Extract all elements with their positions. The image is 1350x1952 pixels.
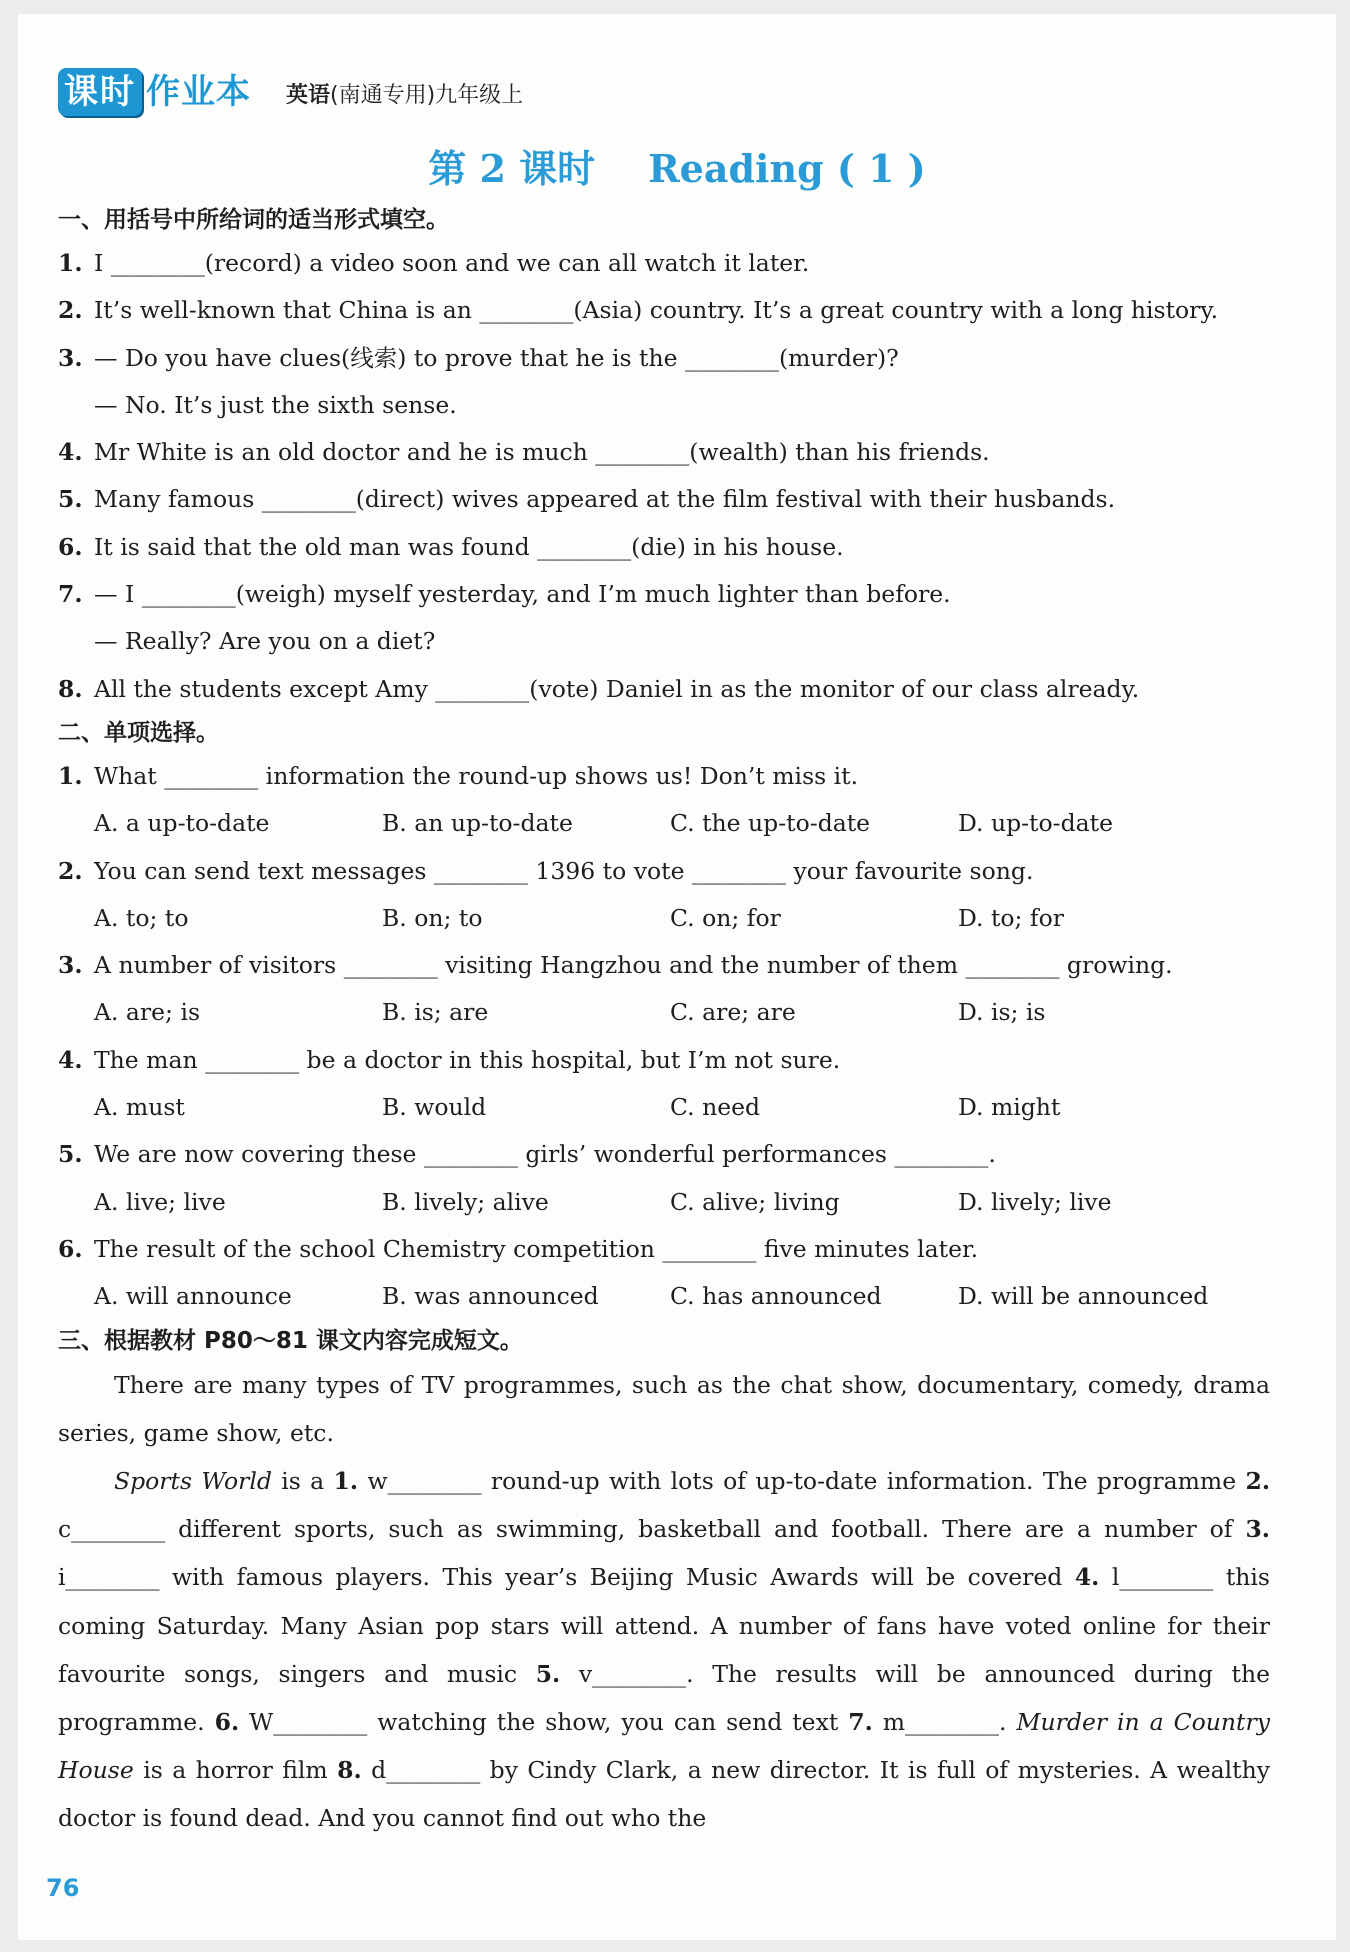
section2-title: 二、单项选择。 — [58, 719, 219, 746]
question-number: 6. — [58, 1234, 83, 1263]
item-number: 6. — [58, 532, 83, 561]
lesson-title: 第 2 课时 Reading ( 1 ) — [428, 146, 926, 191]
workbook-page — [18, 14, 1336, 1940]
section2-questions — [58, 753, 1270, 1321]
passage-text: d________ by Cindy Clark, a new director. It is full of mysteries. A wealthy doctor is found dead. And you cannot find out who the — [58, 1756, 1270, 1833]
option-d: D. is; is — [958, 998, 1046, 1027]
option-d: D. up-to-date — [958, 809, 1113, 838]
passage-paragraph-2 — [58, 1457, 1270, 1843]
item-text: Many famous ________(direct) wives appeared at the film festival with their husbands. — [94, 485, 1116, 514]
item-text: I ________(record) a video soon and we can all watch it later. — [94, 249, 810, 277]
mcq-options — [58, 1273, 1270, 1320]
subject-detail: (南通专用)九年级上 — [330, 83, 524, 108]
option-d: D. will be announced — [958, 1282, 1209, 1311]
passage-text: w________ round-up with lots of up-to-date information. The programme — [358, 1466, 1246, 1495]
blank-number: 6. — [214, 1707, 240, 1736]
passage-text: W________ watching the show, you can send text — [239, 1707, 849, 1736]
question-number: 4. — [58, 1045, 83, 1074]
fill-blank-item — [58, 382, 1270, 429]
item-number: 4. — [58, 438, 83, 467]
fill-blank-item — [58, 240, 1270, 287]
item-text: It’s well-known that China is an ________(Asia) country. It’s a great country with a long history. — [94, 296, 1219, 325]
option-c: C. on; for — [670, 903, 781, 932]
option-c: C. alive; living — [670, 1187, 840, 1216]
passage-paragraph-1: There are many types of TV programmes, such as the chat show, documentary, comedy, drama series, game show, etc. — [58, 1370, 1270, 1447]
section1-items — [58, 240, 1270, 713]
item-number: 3. — [58, 343, 83, 372]
option-d: D. might — [958, 1093, 1061, 1122]
subject-name: 英语 — [286, 83, 331, 108]
mcq-options — [58, 989, 1270, 1036]
mcq-options — [58, 1084, 1270, 1131]
question-stem: What ________ information the round-up shows us! Don’t miss it. — [94, 761, 859, 790]
fill-blank-item — [58, 618, 1270, 665]
option-b: B. on; to — [382, 903, 483, 932]
exercise-content — [58, 200, 1270, 1843]
page-number: 76 — [46, 1874, 80, 1902]
option-a: A. live; live — [94, 1187, 226, 1216]
option-a: A. are; is — [94, 998, 201, 1027]
option-b: B. is; are — [382, 998, 489, 1027]
fill-blank-item — [58, 571, 1270, 618]
blank-number: 3. — [1245, 1515, 1270, 1544]
mcq-question — [58, 753, 1270, 800]
blank-number: 5. — [535, 1659, 561, 1688]
brand-logo — [58, 68, 270, 116]
option-a: A. will announce — [94, 1282, 292, 1311]
passage-text: v________. The results will be announced during the programme. — [58, 1659, 1271, 1736]
blank-number: 7. — [848, 1707, 873, 1736]
item-text: It is said that the old man was found ________(die) in his house. — [94, 532, 844, 561]
option-c: C. the up-to-date — [670, 809, 871, 838]
passage-text: c________ different sports, such as swimming, basketball and football. There are a number of — [58, 1515, 1246, 1544]
passage-text: m________. — [872, 1707, 1017, 1736]
item-text: — No. It’s just the sixth sense. — [94, 390, 457, 419]
mcq-options — [58, 895, 1270, 942]
item-number: 7. — [58, 580, 83, 609]
option-d: D. lively; live — [958, 1187, 1112, 1216]
brand-logo-part1: 课时 — [58, 68, 142, 116]
fill-blank-item — [58, 666, 1270, 713]
item-number: 1. — [58, 249, 83, 277]
option-b: B. lively; alive — [382, 1187, 549, 1216]
item-number: 8. — [58, 674, 83, 703]
option-c: C. are; are — [670, 998, 796, 1027]
question-stem: The man ________ be a doctor in this hospital, but I’m not sure. — [94, 1045, 841, 1074]
section1-title: 一、用括号中所给词的适当形式填空。 — [58, 207, 449, 233]
question-number: 2. — [58, 856, 83, 885]
passage-title-sports-world: Sports World — [114, 1466, 272, 1495]
option-c: C. has announced — [670, 1282, 882, 1311]
blank-number: 1. — [333, 1466, 359, 1495]
mcq-question — [58, 1131, 1270, 1178]
passage-text: i________ with famous players. This year’s Beijing Music Awards will be covered — [58, 1563, 1075, 1592]
item-text: — Do you have clues(线索) to prove that he is the ________(murder)? — [94, 343, 899, 372]
item-text: All the students except Amy ________(vote) Daniel in as the monitor of our class already. — [94, 674, 1140, 703]
fill-blank-item — [58, 476, 1270, 523]
question-number: 3. — [58, 951, 83, 980]
item-number: 5. — [58, 485, 83, 514]
section3-title: 三、根据教材 P80～81 课文内容完成短文。 — [58, 1327, 523, 1354]
option-b: B. would — [382, 1093, 487, 1122]
mcq-question — [58, 1226, 1270, 1273]
option-a: A. to; to — [94, 903, 189, 932]
passage-text: is a — [271, 1466, 334, 1495]
passage-text: l________ this coming Saturday. Many Asian pop stars will attend. A number of fans have voted online for their favourite songs, singers and music — [58, 1563, 1270, 1688]
option-b: B. an up-to-date — [382, 809, 573, 838]
item-number: 2. — [58, 296, 83, 325]
option-b: B. was announced — [382, 1282, 599, 1311]
question-number: 1. — [58, 761, 83, 790]
question-number: 5. — [58, 1140, 83, 1169]
blank-number: 2. — [1245, 1466, 1271, 1495]
option-d: D. to; for — [958, 903, 1065, 932]
question-stem: We are now covering these ________ girls’ wonderful performances ________. — [94, 1140, 996, 1169]
item-text: — I ________(weigh) myself yesterday, and I’m much lighter than before. — [94, 580, 951, 609]
mcq-options — [58, 1179, 1270, 1226]
brand-logo-part2: 作业本 — [146, 72, 251, 112]
fill-blank-item — [58, 524, 1270, 571]
option-a: A. a up-to-date — [94, 809, 270, 838]
passage-title-murder: Murder in a Country House — [58, 1707, 1270, 1785]
blank-number: 8. — [337, 1756, 362, 1785]
question-stem: The result of the school Chemistry competition ________ five minutes later. — [94, 1234, 979, 1263]
item-text: — Really? Are you on a diet? — [94, 627, 436, 656]
item-text: Mr White is an old doctor and he is much ________(wealth) than his friends. — [94, 438, 990, 467]
question-stem: You can send text messages ________ 1396 to vote ________ your favourite song. — [94, 856, 1034, 885]
mcq-question — [58, 1037, 1270, 1084]
passage-text: is a horror film — [133, 1756, 338, 1785]
subject-label — [286, 78, 523, 109]
fill-blank-item — [58, 429, 1270, 476]
blank-number: 4. — [1074, 1563, 1100, 1592]
fill-blank-item — [58, 335, 1270, 382]
question-stem: A number of visitors ________ visiting Hangzhou and the number of them ________ growing. — [94, 951, 1173, 980]
mcq-question — [58, 848, 1270, 895]
mcq-options — [58, 800, 1270, 847]
option-c: C. need — [670, 1093, 761, 1122]
fill-blank-item — [58, 287, 1270, 334]
mcq-question — [58, 942, 1270, 989]
option-a: A. must — [94, 1093, 185, 1122]
